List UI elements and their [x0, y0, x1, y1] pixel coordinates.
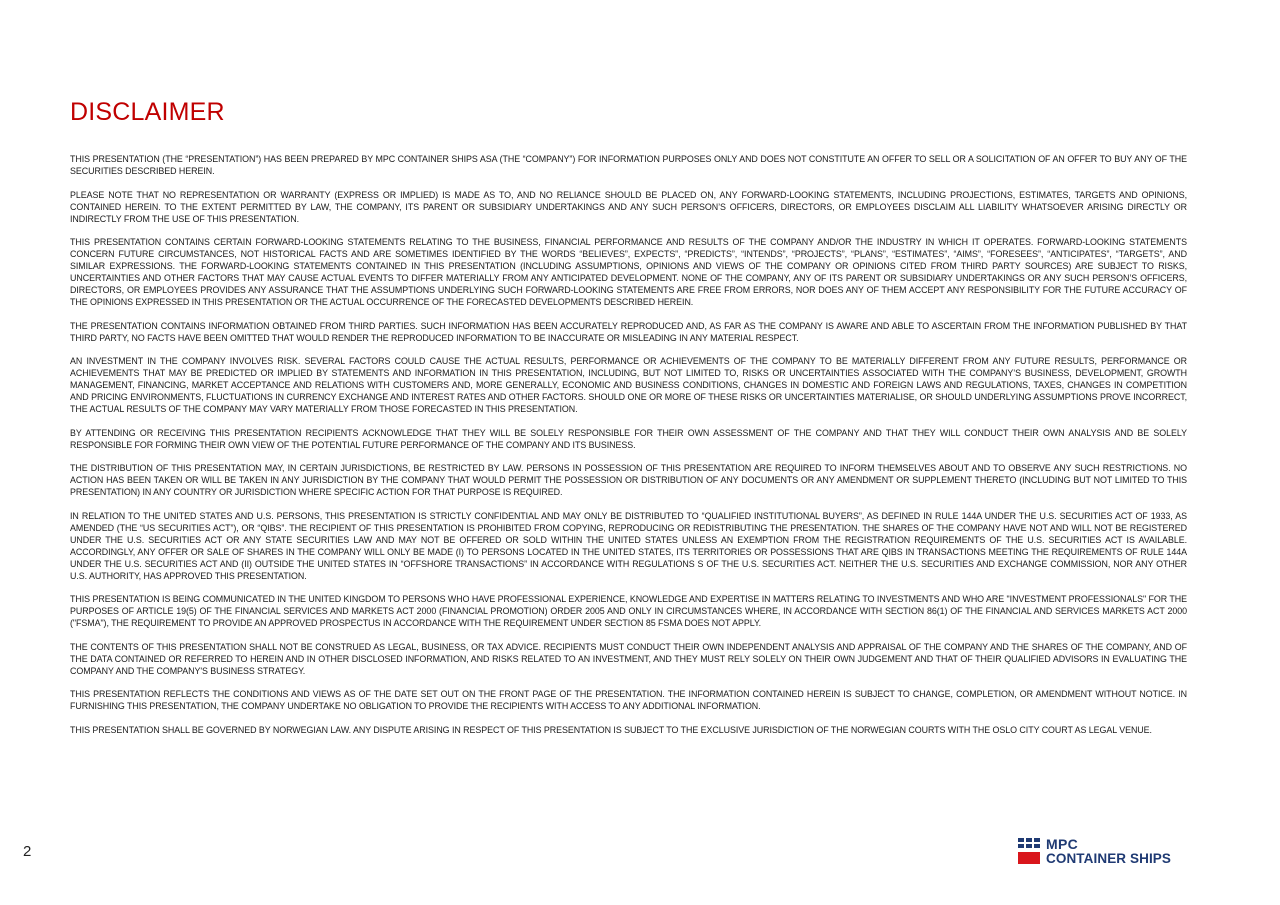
disclaimer-paragraph: THIS PRESENTATION SHALL BE GOVERNED BY NORWEGIAN LAW. ANY DISPUTE ARISING IN RESPECT OF THIS PRESENTATION IS SUBJECT TO THE EXCLUSIVE JURISDICTION OF THE NORWEGIAN COURTS WITH THE OSLO CITY COURT AS LEGAL VENUE.	[70, 724, 1152, 735]
logo-text-mpc: MPC	[1046, 836, 1079, 852]
disclaimer-paragraph: THIS PRESENTATION IS BEING COMMUNICATED IN THE UNITED KINGDOM TO PERSONS WHO HAVE PROFESSIONAL EXPERIENCE, KNOWLEDGE AND EXPERTISE IN MATTERS RELATING TO INVESTMENTS AND WHO ARE "INVESTMENT PROFESSIONALS" FOR THE PURPOSES OF ARTICLE 19(5) OF THE FINANCIAL SERVICES AND MARKETS ACT 2000 (FINANCIAL PROMOTION) ORDER 2005 AND ONLY IN CIRCUMSTANCES WHERE, IN ACCORDANCE WITH SECTION 86(1) OF THE FINANCIAL AND SERVICES MARKETS ACT 2000 ("FSMA"), THE REQUIREMENT TO PROVIDE AN APPROVED PROSPECTUS IN ACCORDANCE WITH THE REQUIREMENT UNDER SECTION 85 FSMA DOES NOT APPLY.	[70, 594, 1187, 628]
disclaimer-body	[70, 153, 1187, 747]
disclaimer-paragraph: THIS PRESENTATION (THE “PRESENTATION”) HAS BEEN PREPARED BY MPC CONTAINER SHIPS ASA (THE “COMPANY”) FOR INFORMATION PURPOSES ONLY AND DOES NOT CONSTITUTE AN OFFER TO SELL OR A SOLICITATION OF AN OFFER TO BUY ANY OF THE SECURITIES DESCRIBED HEREIN.	[70, 154, 1187, 176]
page-title: DISCLAIMER	[70, 98, 225, 126]
disclaimer-paragraph: THE CONTENTS OF THIS PRESENTATION SHALL NOT BE CONSTRUED AS LEGAL, BUSINESS, OR TAX ADVICE. RECIPIENTS MUST CONDUCT THEIR OWN INDEPENDENT ANALYSIS AND APPRAISAL OF THE COMPANY AND THE SHARES OF THE COMPANY, AND OF THE DATA CONTAINED OR REFERRED TO HEREIN AND IN OTHER DISCLOSED INFORMATION, AND RISKS RELATED TO AN INVESTMENT, AND THEY MUST RELY SOLELY ON THEIR OWN JUDGEMENT AND THAT OF THEIR QUALIFIED ADVISORS IN EVALUATING THE COMPANY AND THE COMPANY'S BUSINESS STRATEGY.	[70, 641, 1187, 676]
disclaimer-paragraph: THIS PRESENTATION REFLECTS THE CONDITIONS AND VIEWS AS OF THE DATE SET OUT ON THE FRONT PAGE OF THE PRESENTATION. THE INFORMATION CONTAINED HEREIN IS SUBJECT TO CHANGE, COMPLETION, OR AMENDMENT WITHOUT NOTICE. IN FURNISHING THIS PRESENTATION, THE COMPANY UNDERTAKE NO OBLIGATION TO PROVIDE THE RECIPIENTS WITH ACCESS TO ANY ADDITIONAL INFORMATION.	[70, 689, 1187, 711]
disclaimer-paragraph: THE DISTRIBUTION OF THIS PRESENTATION MAY, IN CERTAIN JURISDICTIONS, BE RESTRICTED BY LAW. PERSONS IN POSSESSION OF THIS PRESENTATION ARE REQUIRED TO INFORM THEMSELVES ABOUT AND TO OBSERVE ANY SUCH RESTRICTIONS. NO ACTION HAS BEEN TAKEN OR WILL BE TAKEN IN ANY JURISDICTION BY THE COMPANY THAT WOULD PERMIT THE POSSESSION OR DISTRIBUTION OF ANY DOCUMENTS OR ANY AMENDMENT OR SUPPLEMENT THERETO (INCLUDING BUT NOT LIMITED TO THIS PRESENTATION) IN ANY COUNTRY OR JURISDICTION WHERE SPECIFIC ACTION FOR THAT PURPOSE IS REQUIRED.	[70, 463, 1187, 497]
page-number: 2	[23, 843, 32, 860]
disclaimer-paragraph: PLEASE NOTE THAT NO REPRESENTATION OR WARRANTY (EXPRESS OR IMPLIED) IS MADE AS TO, AND NO RELIANCE SHOULD BE PLACED ON, ANY FORWARD-LOOKING STATEMENTS, INCLUDING PROJECTIONS, ESTIMATES, TARGETS AND OPINIONS, CONTAINED HEREIN. TO THE EXTENT PERMITTED BY LAW, THE COMPANY, ITS PARENT OR SUBSIDIARY UNDERTAKINGS AND ANY SUCH PERSON’S OFFICERS, DIRECTORS, OR EMPLOYEES DISCLAIM ALL LIABILITY WHATSOEVER ARISING DIRECTLY OR INDIRECTLY FROM THE USE OF THIS PRESENTATION.	[70, 189, 1187, 224]
disclaimer-paragraph: AN INVESTMENT IN THE COMPANY INVOLVES RISK. SEVERAL FACTORS COULD CAUSE THE ACTUAL RESULTS, PERFORMANCE OR ACHIEVEMENTS OF THE COMPANY TO BE MATERIALLY DIFFERENT FROM ANY FUTURE RESULTS, PERFORMANCE OR ACHIEVEMENTS THAT MAY BE PREDICTED OR IMPLIED BY STATEMENTS AND INFORMATION IN THIS PRESENTATION, INCLUDING, BUT NOT LIMITED TO, RISKS OR UNCERTAINTIES ASSOCIATED WITH THE COMPANY’S BUSINESS, DEVELOPMENT, GROWTH MANAGEMENT, FINANCING, MARKET ACCEPTANCE AND RELATIONS WITH CUSTOMERS AND, MORE GENERALLY, ECONOMIC AND BUSINESS CONDITIONS, CHANGES IN DOMESTIC AND FOREIGN LAWS AND REGULATIONS, TAXES, CHANGES IN COMPETITION AND PRICING ENVIRONMENTS, FLUCTUATIONS IN CURRENCY EXCHANGE AND INTEREST RATES AND OTHER FACTORS. SHOULD ONE OR MORE OF THESE RISKS OR UNCERTAINTIES MATERIALISE, OR SHOULD UNDERLYING ASSUMPTIONS PROVE INCORRECT, THE ACTUAL RESULTS OF THE COMPANY MAY VARY MATERIALLY FROM THOSE FORECASTED IN THIS PRESENTATION.	[70, 356, 1187, 414]
company-logo	[1018, 838, 1188, 868]
disclaimer-paragraph: THE PRESENTATION CONTAINS INFORMATION OBTAINED FROM THIRD PARTIES. SUCH INFORMATION HAS BEEN ACCURATELY REPRODUCED AND, AS FAR AS THE COMPANY IS AWARE AND ABLE TO ASCERTAIN FROM THE INFORMATION PUBLISHED BY THAT THIRD PARTY, NO FACTS HAVE BEEN OMITTED THAT WOULD RENDER THE REPRODUCED INFORMATION TO BE INACCURATE OR MISLEADING IN ANY MATERIAL RESPECT.	[70, 320, 1187, 343]
logo-text-container-ships: CONTAINER SHIPS	[1046, 851, 1172, 866]
disclaimer-paragraph: IN RELATION TO THE UNITED STATES AND U.S. PERSONS, THIS PRESENTATION IS STRICTLY CONFIDENTIAL AND MAY ONLY BE DISTRIBUTED TO “QUALIFIED INSTITUTIONAL BUYERS”, AS DEFINED IN RULE 144A UNDER THE U.S. SECURITIES ACT OF 1933, AS AMENDED (THE “US SECURITIES ACT”), OR “QIBS”. THE RECIPIENT OF THIS PRESENTATION IS PROHIBITED FROM COPYING, REPRODUCING OR REDISTRIBUTING THE PRESENTATION. THE SHARES OF THE COMPANY HAVE NOT AND WILL NOT BE REGISTERED UNDER THE U.S. SECURITIES ACT OR ANY STATE SECURITIES LAW AND MAY NOT BE OFFERED OR SOLD WITHIN THE UNITED STATES UNLESS AN EXEMPTION FROM THE REGISTRATION REQUIREMENTS OF THE U.S. SECURITIES ACT IS AVAILABLE. ACCORDINGLY, ANY OFFER OR SALE OF SHARES IN THE COMPANY WILL ONLY BE MADE (I) TO PERSONS LOCATED IN THE UNITED STATES, ITS TERRITORIES OR POSSESSIONS THAT ARE QIBS IN TRANSACTIONS MEETING THE REQUIREMENTS OF RULE 144A UNDER THE U.S. SECURITIES ACT AND (II) OUTSIDE THE UNITED STATES IN “OFFSHORE TRANSACTIONS” IN ACCORDANCE WITH REGULATIONS S OF THE U.S. SECURITIES ACT. NEITHER THE U.S. SECURITIES AND EXCHANGE COMMISSION, NOR ANY OTHER U.S. AUTHORITY, HAS APPROVED THIS PRESENTATION.	[70, 510, 1187, 581]
disclaimer-paragraph: BY ATTENDING OR RECEIVING THIS PRESENTATION RECIPIENTS ACKNOWLEDGE THAT THEY WILL BE SOLELY RESPONSIBLE FOR THEIR OWN ASSESSMENT OF THE COMPANY AND THAT THEY WILL CONDUCT THEIR OWN ANALYSIS AND BE SOLELY RESPONSIBLE FOR FORMING THEIR OWN VIEW OF THE POTENTIAL FUTURE PERFORMANCE OF THE COMPANY AND ITS BUSINESS.	[70, 427, 1187, 450]
disclaimer-paragraph: THIS PRESENTATION CONTAINS CERTAIN FORWARD-LOOKING STATEMENTS RELATING TO THE BUSINESS, FINANCIAL PERFORMANCE AND RESULTS OF THE COMPANY AND/OR THE INDUSTRY IN WHICH IT OPERATES. FORWARD-LOOKING STATEMENTS CONCERN FUTURE CIRCUMSTANCES, NOT HISTORICAL FACTS AND ARE SOMETIMES IDENTIFIED BY THE WORDS “BELIEVES”, EXPECTS”, “PREDICTS”, “INTENDS”, “PROJECTS”, “PLANS”, “ESTIMATES”, “AIMS”, “FORESEES”, “ANTICIPATES”, “TARGETS”, AND SIMILAR EXPRESSIONS. THE FORWARD-LOOKING STATEMENTS CONTAINED IN THIS PRESENTATION (INCLUDING ASSUMPTIONS, OPINIONS AND VIEWS OF THE COMPANY OR OPINIONS CITED FROM THIRD PARTY SOURCES) ARE SUBJECT TO RISKS, UNCERTAINTIES AND OTHER FACTORS THAT MAY CAUSE ACTUAL EVENTS TO DIFFER MATERIALLY FROM ANY ANTICIPATED DEVELOPMENT. NONE OF THE COMPANY, ANY OF ITS PARENT OR SUBSIDIARY UNDERTAKINGS OR ANY SUCH PERSON’S OFFICERS, DIRECTORS, OR EMPLOYEES PROVIDES ANY ASSURANCE THAT THE ASSUMPTIONS UNDERLYING SUCH FORWARD-LOOKING STATEMENTS ARE FREE FROM ERRORS, NOR DOES ANY OF THEM ACCEPT ANY RESPONSIBILITY FOR THE FUTURE ACCURACY OF THE OPINIONS EXPRESSED IN THIS PRESENTATION OR THE ACTUAL OCCURRENCE OF THE FORECASTED DEVELOPMENTS DESCRIBED HEREIN.	[70, 237, 1187, 307]
mpc-grid-mark-icon	[1018, 838, 1040, 866]
